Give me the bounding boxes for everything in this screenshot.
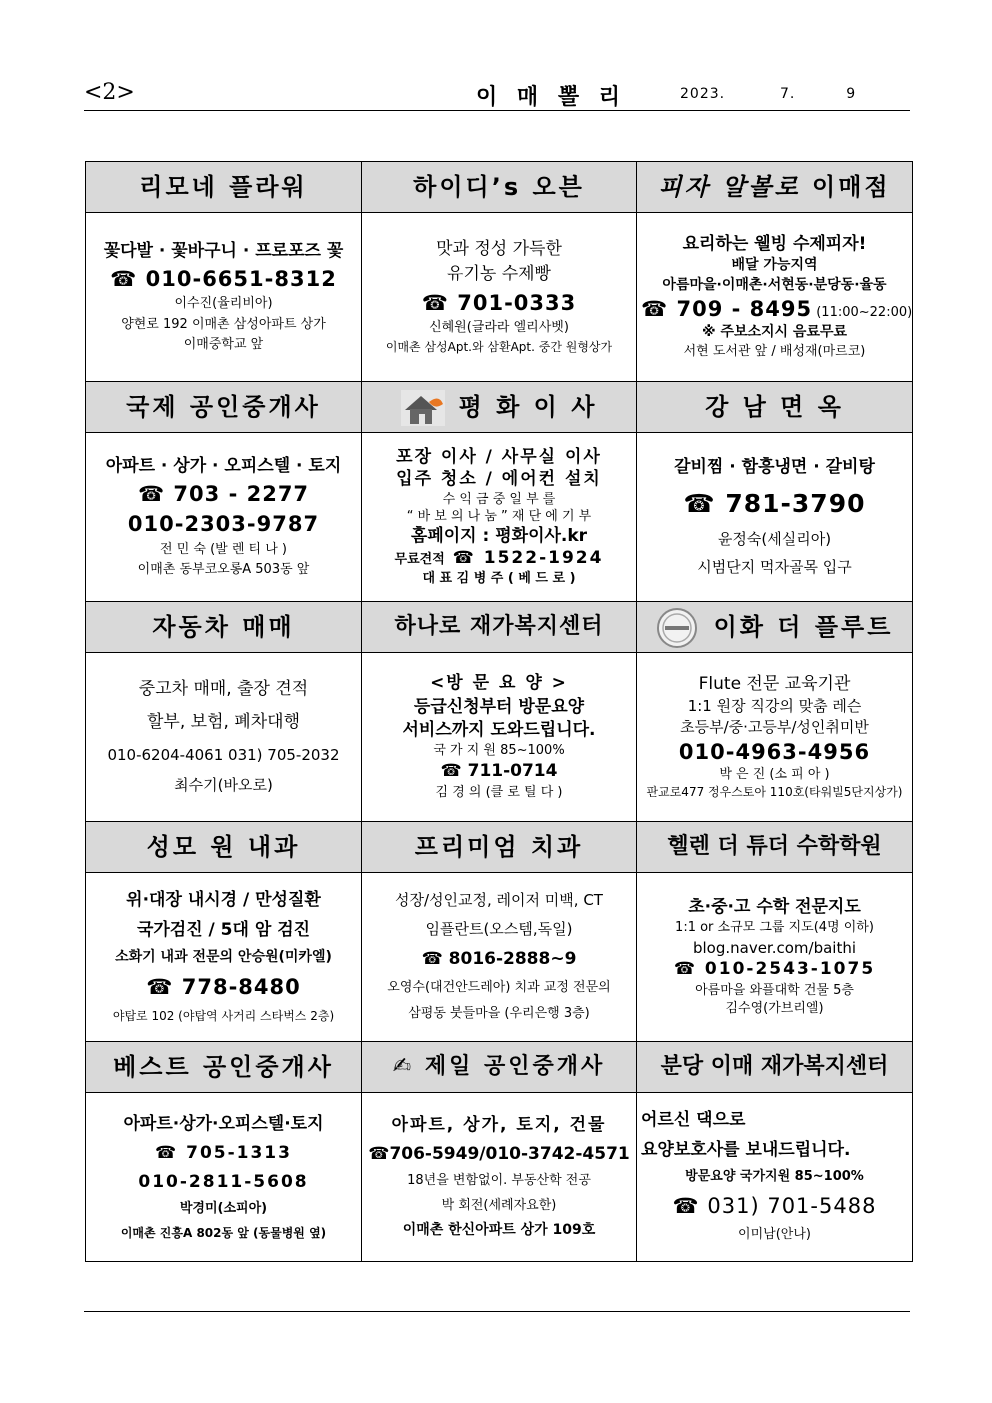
ad-line: 아름마을 와플대학 건물 5층 (695, 982, 854, 998)
ad-line: 초·중·고 수학 전문지도 (688, 897, 861, 917)
phone-number: ☎ 703 - 2277 (137, 482, 310, 507)
page-header (84, 80, 910, 111)
ad-line: 이매중학교 앞 (183, 336, 264, 352)
ad-title-ewha-flute (637, 602, 912, 652)
ad-line: 갈비찜 · 함흥냉면 · 갈비탕 (674, 457, 875, 477)
ad-body-pyeonghwa-moving (362, 433, 636, 601)
phone-number: ☎ 8016-2888~9 (421, 948, 577, 969)
ad-line: 판교로477 정우스토아 110호(타워빌5단지상가) (646, 785, 903, 800)
ad-line: 신혜원(글라라 엘리사벳) (429, 319, 569, 335)
ad-line: 입주 청소 / 에어컨 설치 (396, 469, 602, 490)
ad-line: 박 은 진 (소 피 아 ) (719, 766, 830, 782)
mobile-number: 010-2303-9787 (127, 512, 320, 537)
ad-title-heidis-oven: 하이디’s 오븐 (362, 162, 636, 212)
ad-title-pyeonghwa-moving (362, 382, 636, 432)
flute-logo-icon (656, 607, 698, 649)
mobile-number: 010-2811-5608 (138, 1172, 309, 1192)
date-month: 7. (780, 86, 796, 102)
phone-number: ☎706-5949/010-3742-4571 (368, 1144, 630, 1164)
ad-line: 국 가 지 원 85~100% (433, 743, 565, 758)
pizza-branch: 이매점 (800, 173, 891, 201)
ad-line: 수 익 금 중 일 부 를 (442, 491, 556, 507)
ad-line: 김 경 의 (클 로 틸 다 ) (435, 784, 563, 800)
ad-body-gukje-realty (86, 433, 361, 601)
ad-title-gangnam-myeonok: 강 남 면 옥 (637, 382, 912, 432)
phone-number: 010-4963-4956 (678, 739, 871, 764)
house-icon (401, 390, 445, 426)
ad-line: 오영수(대건안드레아) 치과 교정 전문의 (387, 980, 611, 996)
ad-title-car-trade: 자동차 매매 (86, 602, 361, 652)
ad-title-hanaro-welfare: 하나로 재가복지센터 (362, 602, 636, 652)
issue-date (680, 86, 856, 102)
business-hours: (11:00~22:00) (812, 305, 912, 321)
ad-body-car-trade (86, 653, 361, 821)
ad-body-bundang-imae-welfare (637, 1093, 912, 1261)
ad-title-premium-dental: 프리미엄 치과 (362, 822, 636, 872)
date-day: 9 (846, 86, 857, 102)
ad-body-helen-tutor (637, 873, 912, 1041)
ad-title-jeil-realty: ✍ 제일 공인중개사 (362, 1042, 636, 1092)
ad-row-headers-1 (86, 162, 913, 213)
estimate-line (366, 548, 632, 569)
ad-line: 박경미(소피아) (179, 1201, 268, 1217)
ad-line: 최수기(바오로) (174, 776, 273, 795)
ad-line: 이수진(율리비아) (174, 296, 273, 312)
ad-line: 이매촌 진흥A 802동 앞 (동물병원 옆) (120, 1225, 327, 1240)
ad-line: 국가검진 / 5대 암 검진 (136, 919, 311, 940)
ad-line: 이매촌 삼성Apt.와 삼환Apt. 중간 원형상가 (385, 340, 613, 354)
ad-line: 소화기 내과 전문의 안승원(미카엘) (115, 948, 332, 965)
ad-line: 박 회전(세례자요한) (441, 1197, 557, 1213)
ad-body-premium-dental (362, 873, 636, 1041)
flute-title-text: 이화 더 플루트 (713, 613, 894, 641)
ad-row-bodies-3 (86, 653, 913, 822)
ad-line: 맛과 정성 가득한 (436, 239, 562, 259)
ad-row-headers-5 (86, 1042, 913, 1093)
ad-body-pizza-alvolo (637, 213, 912, 381)
ad-row-bodies-1 (86, 213, 913, 382)
ad-line: 서비스까지 도와드립니다. (402, 719, 596, 740)
ad-line: 아파트 · 상가 · 오피스텔 · 토지 (105, 455, 342, 476)
ad-line: 아파트·상가·오피스텔·토지 (123, 1113, 324, 1134)
phone-number: ☎ 010-6651-8312 (110, 267, 337, 292)
ad-line: 대 표 김 병 주 ( 베 드 로 ) (422, 570, 576, 586)
ad-line: 이미남(안나) (738, 1227, 811, 1243)
ad-line: 윤정숙(세실리아) (717, 529, 832, 548)
ad-title-bundang-imae-welfare: 분당 이매 재가복지센터 (637, 1042, 912, 1092)
phone-number: ☎ 705-1313 (155, 1142, 292, 1163)
ad-line: ※ 주보소지시 음료무료 (701, 324, 848, 341)
ad-body-jeil-realty (362, 1093, 636, 1261)
ad-line: 전 민 숙 (발 렌 티 나 ) (160, 541, 287, 557)
ad-line: <방 문 요 양 > (430, 673, 568, 694)
newsletter-title: 이 매 뽈 리 (476, 85, 626, 110)
phone-number: ☎ 781-3790 (683, 489, 866, 519)
ad-line: 성장/성인교정, 레이저 미백, CT (395, 891, 603, 910)
ad-line: 시범단지 먹자골목 입구 (697, 558, 852, 577)
ad-line: 요리하는 웰빙 수제피자! (682, 233, 867, 254)
ad-line: 야탑로 102 (야탑역 사거리 스타벅스 2층) (112, 1008, 335, 1023)
ad-body-limone-flower (86, 213, 361, 381)
ad-body-gangnam-myeonok (637, 433, 912, 601)
ad-line: 아파트, 상가, 토지, 건물 (391, 1114, 607, 1135)
ad-row-headers-3 (86, 602, 913, 653)
ad-body-seongmo-clinic (86, 873, 361, 1041)
ad-line: 방문요양 국가지원 85~100% (685, 1168, 864, 1184)
ad-line: 할부, 보험, 폐차대행 (147, 712, 300, 733)
ad-line: 등급신청부터 방문요양 (413, 696, 585, 717)
ad-line: 유기농 수제빵 (447, 264, 551, 285)
ad-title-pizza-alvolo (637, 162, 912, 212)
ad-line: 1:1 or 소규모 그룹 지도(4명 이하) (675, 920, 874, 936)
footer-divider (84, 1311, 910, 1312)
moving-title-text: 평 화 이 사 (458, 393, 598, 421)
phone-number: 010-6204-4061 031) 705-2032 (107, 745, 340, 764)
ad-line: 18년을 변함없이. 부동산학 전공 (407, 1173, 591, 1189)
ad-title-limone-flower: 리모네 플라워 (86, 162, 361, 212)
ad-line: Flute 전문 교육기관 (698, 673, 851, 694)
phone-number: ☎ 031) 701-5488 (672, 1194, 877, 1219)
ad-line: 위·대장 내시경 / 만성질환 (126, 890, 321, 911)
pizza-brand: 피자 알볼로 (658, 173, 801, 201)
ad-line: 배달 가능지역 (731, 257, 818, 274)
date-year: 2023. (680, 86, 726, 102)
ad-line: 삼평동 붓들마을 (우리은행 3층) (408, 1006, 590, 1022)
ad-line: 임플란트(오스템,독일) (425, 920, 573, 939)
phone-number: ☎ 701-0333 (421, 290, 577, 315)
ad-line: 아름마을·이매촌·서현동·분당동·율동 (662, 276, 887, 293)
ad-line: 꽃다발 · 꽃바구니 · 프로포즈 꽃 (103, 240, 344, 261)
ad-line: 요양보호사를 보내드립니다. (641, 1139, 851, 1160)
page-number: <2> (84, 80, 135, 105)
phone-number: ☎ 010-2543-1075 (673, 959, 876, 980)
ad-line: 포장 이사 / 사무실 이사 (396, 447, 602, 468)
free-estimate-label: 무료견적 (394, 552, 445, 568)
phone-line (641, 296, 912, 322)
phone-number: ☎ 711-0714 (440, 761, 558, 782)
ad-body-hanaro-welfare (362, 653, 636, 821)
phone-number: ☎ 778-8480 (146, 975, 301, 1000)
ad-row-bodies-2 (86, 433, 913, 602)
ad-row-headers-2 (86, 382, 913, 433)
ad-row-bodies-5 (86, 1093, 913, 1262)
ad-title-gukje-realty: 국제 공인중개사 (86, 382, 361, 432)
ad-line: 어르신 댁으로 (641, 1110, 746, 1131)
phone-number: ☎ 1522-1924 (444, 548, 604, 569)
ad-title-seongmo-clinic: 성모 원 내과 (86, 822, 361, 872)
ad-line: 김수영(가브리엘) (725, 1000, 824, 1016)
ad-body-best-realty (86, 1093, 361, 1261)
ad-line: 이매촌 동부코오롱A 503동 앞 (137, 561, 310, 577)
ad-line: 중고차 매매, 출장 견적 (138, 679, 309, 699)
ad-grid (85, 161, 913, 1262)
ad-line: 초등부/중·고등부/성인취미반 (680, 717, 869, 736)
blog-url: blog.naver.com/baithi (692, 938, 857, 957)
ad-row-headers-4 (86, 822, 913, 873)
ad-line: 서현 도서관 앞 / 배성재(마르코) (683, 343, 866, 359)
ad-line: 1:1 원장 직강의 맞춤 레슨 (687, 697, 862, 716)
ad-line: “ 바 보 의 나 눔 ” 재 단 에 기 부 (406, 508, 592, 524)
ad-title-helen-tutor: 헬렌 더 튜더 수학학원 (637, 822, 912, 872)
homepage: 홈페이지 : 평화이사.kr (410, 526, 588, 547)
ad-line: 이매촌 한신아파트 상가 109호 (402, 1221, 596, 1238)
phone-number: ☎ 709 - 8495 (641, 297, 813, 322)
ad-line: 양현로 192 이매촌 삼성아파트 상가 (121, 316, 326, 332)
ad-title-best-realty: 베스트 공인중개사 (86, 1042, 361, 1092)
ad-row-bodies-4 (86, 873, 913, 1042)
ad-body-ewha-flute (637, 653, 912, 821)
ad-body-heidis-oven (362, 213, 636, 381)
